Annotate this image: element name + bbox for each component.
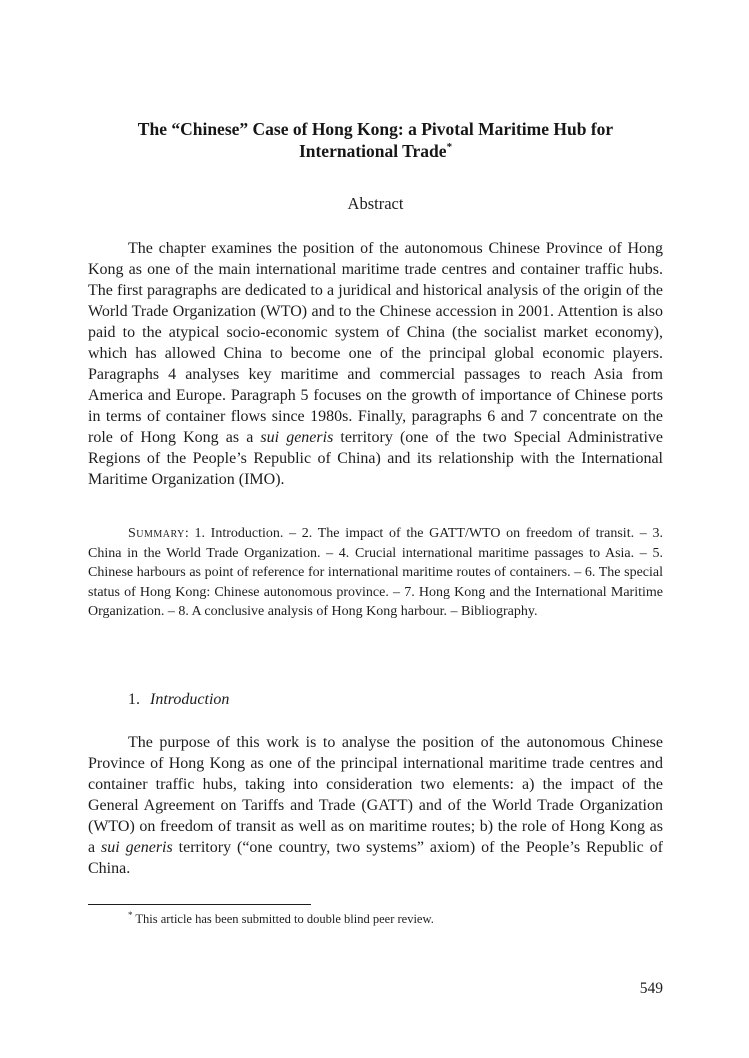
- abstract-heading: Abstract: [347, 194, 404, 213]
- page-number: 549: [639, 980, 663, 997]
- abstract-paragraph: [88, 238, 663, 490]
- title-footnote-marker: *: [446, 140, 453, 153]
- summary-paragraph: [88, 524, 663, 622]
- footnote: [88, 911, 663, 928]
- footnote-separator: [88, 904, 311, 905]
- intro-paragraph: [88, 732, 663, 879]
- article-title: [88, 118, 663, 162]
- text-segment: territory (one of the two Special Administrative Regions of the People’s Republic of China) and its relationship with the International Maritime Organization (IMO).: [88, 429, 663, 488]
- text-segment: The chapter examines the position of the autonomous Chinese Province of Hong Kong as one of the main international maritime trade centres and container traffic hubs. The first paragraphs are dedicated to a juridical and historical analysis of the origin of the World Trade Organization (WTO) and to the Chinese accession in 2001. Attention is also paid to the atypical socio-economic system of China (the socialist market economy), which has allowed China to become one of the principal global economic players. Paragraphs 4 analyses key maritime and commercial passages to reach Asia from America and Europe. Paragraph 5 focuses on the growth of importance of Chinese ports in terms of container flows since 1980s. Finally, paragraphs 6 and 7 concentrate on the role of Hong Kong as a: [88, 240, 663, 446]
- text-segment: The purpose of this work is to analyse the position of the autonomous Chinese Province of Hong Kong as one of the principal international maritime trade centres and container traffic hubs, taking into consideration two elements: a) the impact of the General Agreement on Tariffs and Trade (GATT) and of the World Trade Organization (WTO) on freedom of transit as well as on maritime routes; b) the role of Hong Kong as a: [88, 734, 663, 856]
- text-segment: territory (“one country, two systems” axiom) of the People’s Republic of China.: [88, 839, 663, 877]
- section-title: Introduction: [150, 691, 230, 708]
- footnote-marker: *: [128, 909, 133, 920]
- text-segment: : 1. Introduction. – 2. The impact of the GATT/WTO on freedom of transit. – 3. China in the World Trade Organization. – 4. Crucial international maritime passages to Asia. – 5. Chinese harbours as point of reference for international maritime routes of containers. – 6. The special status of Hong Kong: Chinese autonomous province. – 7. Hong Kong and the International Maritime Organization. – 8. A conclusive analysis of Hong Kong harbour. – Bibliography.: [88, 526, 663, 619]
- text-segment: Summary: [128, 526, 185, 541]
- footnote-text: This article has been submitted to double blind peer review.: [135, 912, 434, 926]
- section-number: 1.: [128, 691, 140, 708]
- article-title-text: The “Chinese” Case of Hong Kong: a Pivotal Maritime Hub for International Trade: [137, 118, 614, 161]
- section-heading: [128, 689, 663, 710]
- text-segment: sui generis: [101, 839, 173, 856]
- text-segment: sui generis: [260, 429, 334, 446]
